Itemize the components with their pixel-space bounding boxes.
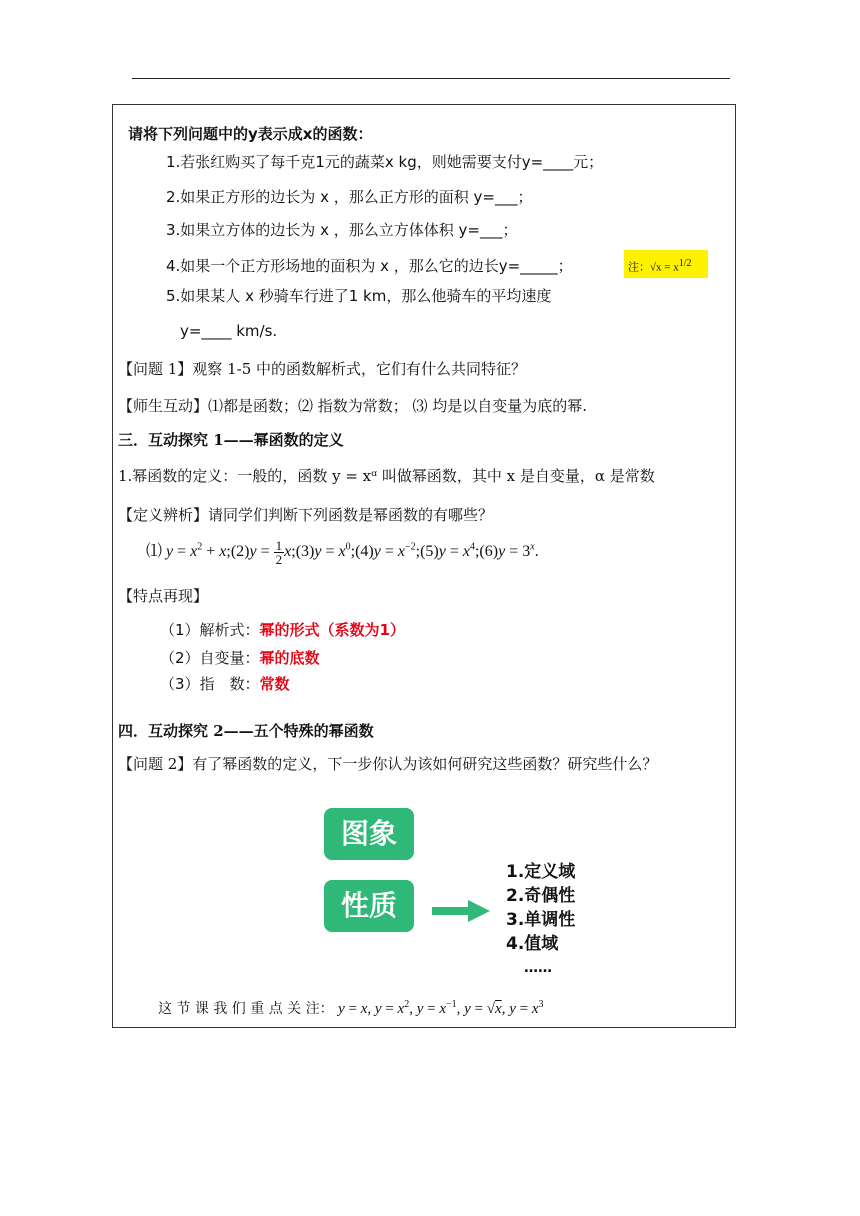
property-domain: 1.定义域	[506, 862, 576, 882]
property-monotonicity: 3.单调性	[506, 910, 576, 930]
properties-box: 性质	[324, 880, 414, 932]
teacher-student-interaction: 【师生互动】⑴都是函数；⑵ 指数为常数； ⑶ 均是以自变量为底的幂.	[118, 397, 588, 415]
feature-3-value: 常数	[259, 675, 290, 693]
feature-1	[160, 620, 405, 640]
question-2: 2.如果正方形的边长为 x ，那么正方形的面积 y=___；	[166, 188, 533, 206]
feature-1-value: 幂的形式（系数为1）	[259, 621, 405, 639]
feature-2-value: 幂的底数	[259, 649, 320, 667]
feature-3	[160, 674, 290, 694]
candidate-functions: ⑴ $y = x^2$ + x;(2)y = $\frac{1}{2}$ x;(3)y = $x^0;(4)y$ = $x^{-2};(5)y$ = $x^4;(6)y = 3^x$.	[146, 537, 539, 567]
question-5: 5.如果某人 x 秒骑车行进了1 km，那么他骑车的平均速度	[166, 287, 552, 305]
question-5-answer: y=____ km/s.	[180, 322, 278, 340]
focus-functions: y = x, $y = x^2$, $y = x^{-1}$, y = √x, $y = x^3$	[338, 999, 544, 1017]
graph-box: 图象	[324, 808, 414, 860]
sqrt-note: 注：$√x = x^{1/2}$	[624, 250, 708, 278]
top-rule	[132, 78, 730, 79]
property-range: 4.值域	[506, 934, 559, 954]
section-3-title: 三．互动探究 1——幂函数的定义	[118, 431, 344, 449]
focus-statement	[158, 995, 544, 1019]
property-parity: 2.奇偶性	[506, 886, 576, 906]
focus-label: 这 节 课 我 们 重 点 关 注：	[158, 1001, 334, 1017]
definition-analysis: 【定义辨析】请同学们判断下列函数是幂函数的有哪些？	[118, 506, 494, 524]
question-3: 3.如果立方体的边长为 x ，那么立方体体积 y=___；	[166, 221, 518, 239]
question-4: 4.如果一个正方形场地的面积为 x ，那么它的边长y=_____；	[166, 257, 573, 275]
problem-2: 【问题 2】有了幂函数的定义，下一步你认为该如何研究这些函数？研究些什么？	[118, 755, 658, 773]
feature-3-label: （3）指 数：	[160, 675, 260, 693]
features-title: 【特点再现】	[118, 587, 209, 605]
feature-1-label: （1）解析式：	[160, 621, 260, 639]
intro-heading: 请将下列问题中的y表示成x的函数：	[128, 125, 373, 143]
question-1: 1.若张红购买了每千克1元的蔬菜x kg，则她需要支付y=____元；	[166, 153, 604, 171]
property-more: ……	[524, 960, 552, 976]
problem-1: 【问题 1】观察 1-5 中的函数解析式，它们有什么共同特征？	[118, 360, 527, 378]
feature-2-label: （2）自变量：	[160, 649, 260, 667]
feature-2	[160, 648, 320, 668]
properties-list	[506, 860, 575, 980]
arrow-right-icon	[432, 900, 490, 922]
content-frame	[112, 104, 736, 1028]
power-function-definition: 1.幂函数的定义：一般的，函数 y = xᵅ 叫做幂函数，其中 x 是自变量，α 是常数	[118, 467, 655, 485]
section-4-title: 四．互动探究 2——五个特殊的幂函数	[118, 722, 374, 740]
